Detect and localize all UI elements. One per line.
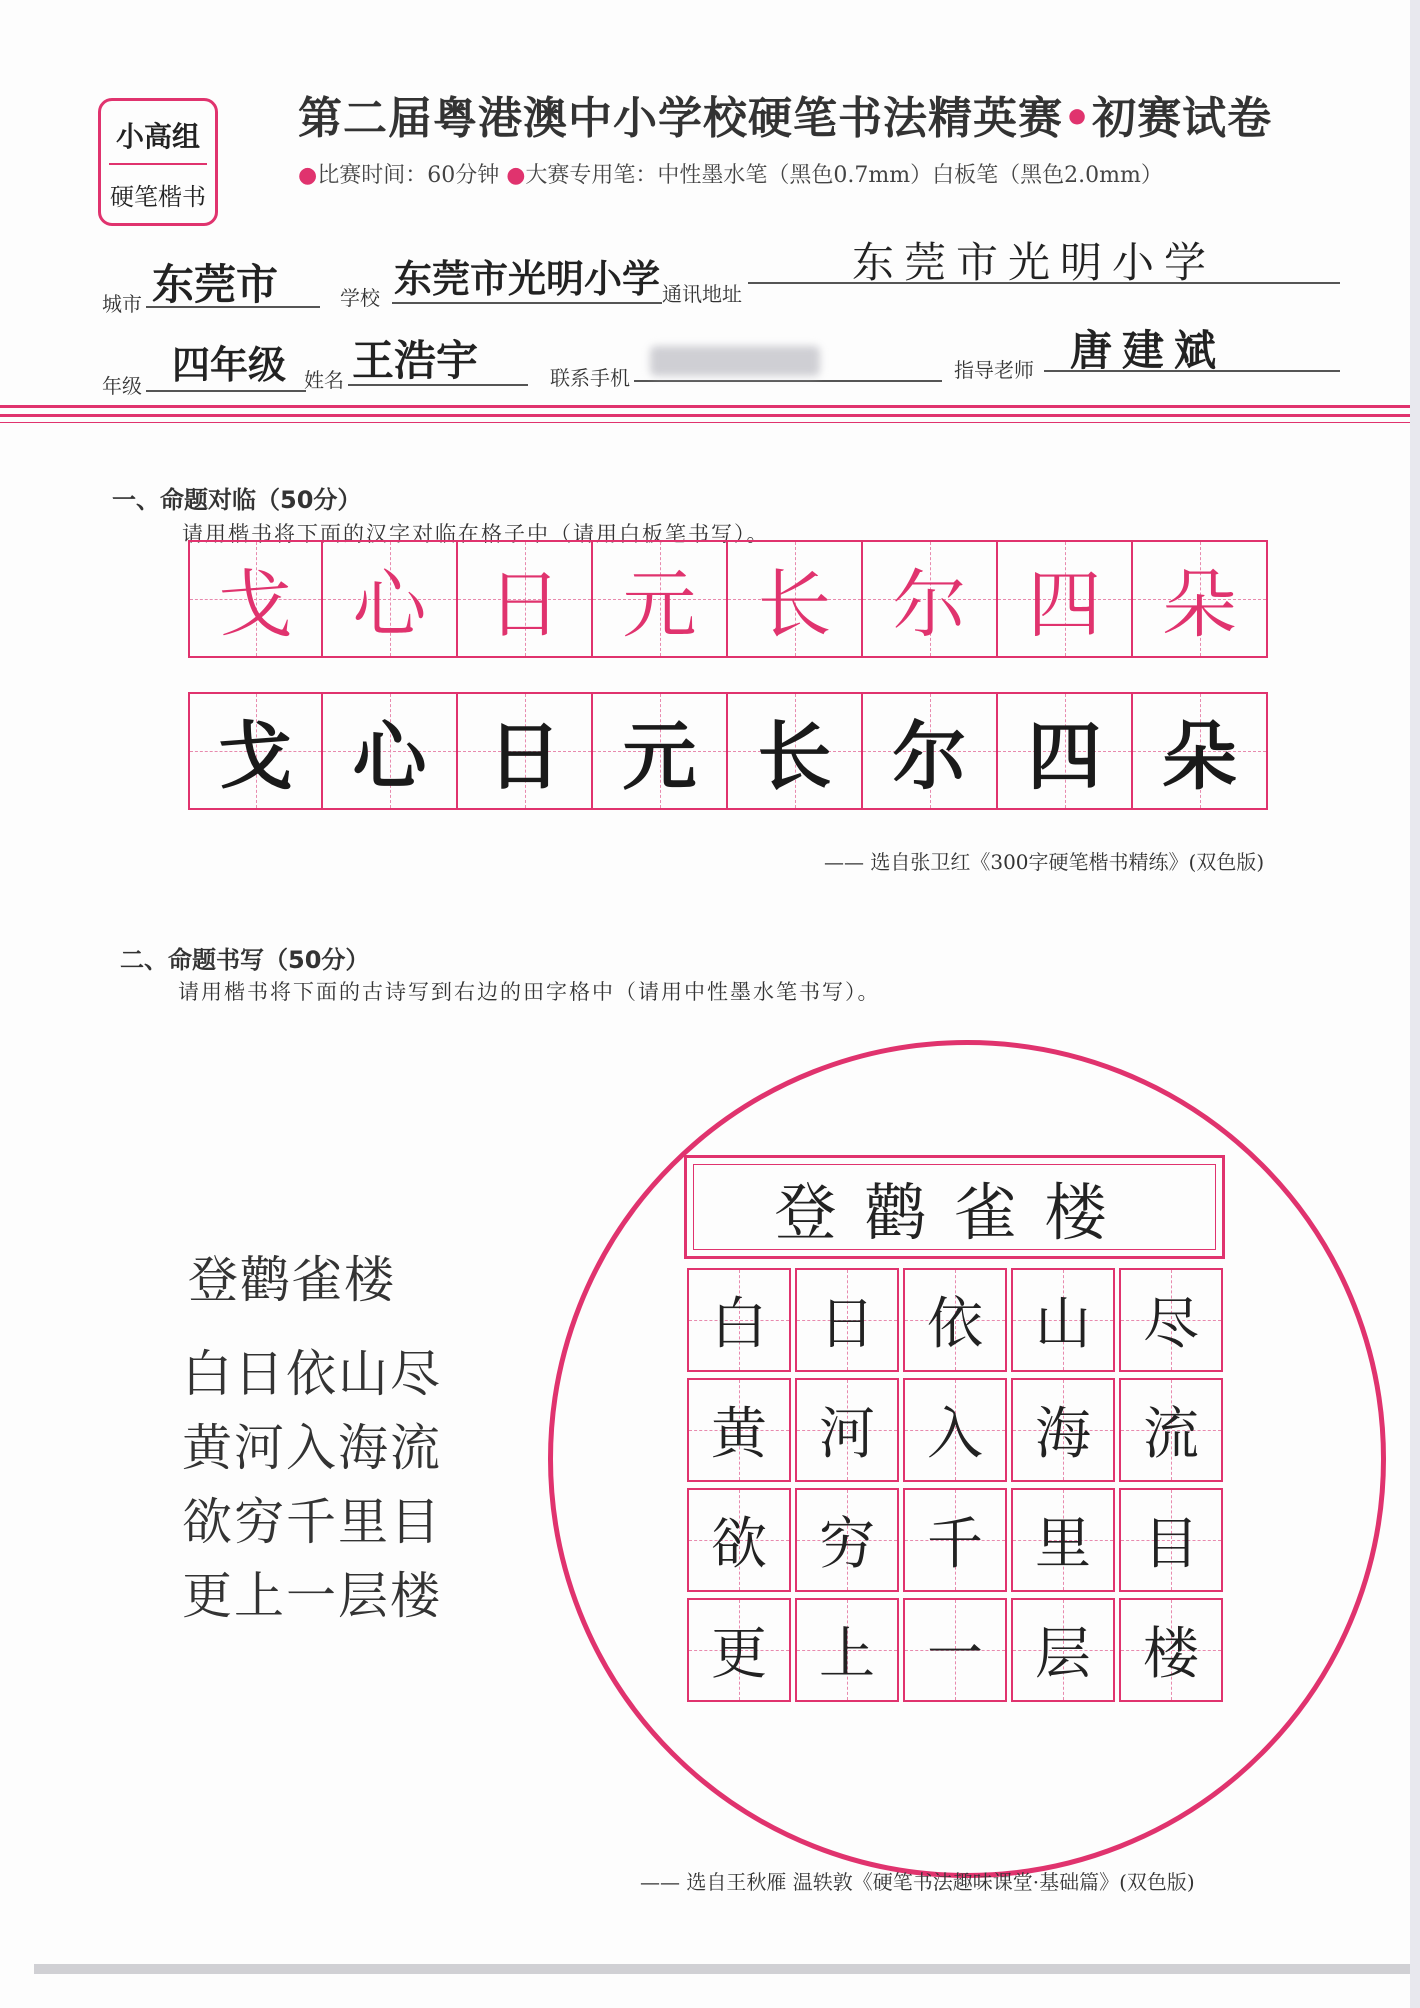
- section2-heading: 二、命题书写（50分）: [120, 946, 370, 974]
- poem-grid-char: 河: [819, 1402, 875, 1467]
- city-label: 城市: [102, 292, 142, 316]
- name-label: 姓名: [304, 368, 344, 392]
- model-cell: [458, 540, 593, 658]
- section1-heading: 一、命题对临（50分）: [112, 486, 362, 514]
- section1-source: —— 选自张卫红《300字硬笔楷书精练》(双色版): [824, 850, 1265, 874]
- poem-grid-cell[interactable]: [1011, 1268, 1115, 1372]
- poem-grid-char: 流: [1143, 1402, 1199, 1467]
- city-field[interactable]: 东莞市: [152, 260, 279, 309]
- copy-cell[interactable]: [593, 692, 728, 810]
- title-end: 初赛试卷: [1092, 93, 1273, 144]
- phone-label: 联系手机: [550, 366, 630, 390]
- poem-grid-char: 楼: [1143, 1622, 1199, 1687]
- address-field[interactable]: 东莞市光明小学: [852, 238, 1217, 287]
- poem-grid-cell[interactable]: [1011, 1598, 1115, 1702]
- poem-grid-cell[interactable]: [903, 1488, 1007, 1592]
- model-char: 元: [622, 562, 697, 648]
- copy-char: 尔: [892, 714, 967, 800]
- poem-grid-cell[interactable]: [903, 1378, 1007, 1482]
- poem-grid-cell[interactable]: [795, 1598, 899, 1702]
- poem-grid-char: 黄: [711, 1402, 767, 1467]
- model-char: 戈: [218, 562, 293, 648]
- phone-line: [634, 380, 942, 382]
- copy-cell[interactable]: [458, 692, 593, 810]
- poem-grid-char: 一: [927, 1622, 983, 1687]
- poem-grid-char: 欲: [711, 1512, 767, 1577]
- title-main: 第二届粤港澳中小学校硬笔书法精英赛: [298, 93, 1063, 144]
- scan-edge: [1410, 0, 1420, 2008]
- poem-grid-cell[interactable]: [1119, 1598, 1223, 1702]
- poem-grid-char: 尽: [1143, 1292, 1199, 1357]
- section2-instruction: 请用楷书将下面的古诗写到右边的田字格中（请用中性墨水笔书写）。: [178, 980, 881, 1004]
- poem-grid-char: 层: [1035, 1622, 1091, 1687]
- poem-grid-cell[interactable]: [687, 1378, 791, 1482]
- poem-grid-cell[interactable]: [687, 1598, 791, 1702]
- written-title: 登鹳雀楼: [774, 1175, 1135, 1249]
- badge-group: 小高组: [115, 120, 200, 153]
- poem-grid-char: 穷: [819, 1512, 875, 1577]
- address-label: 通讯地址: [662, 282, 742, 306]
- poem-grid-cell[interactable]: [687, 1488, 791, 1592]
- copy-char: 日: [487, 714, 562, 800]
- exam-info: [298, 158, 1163, 189]
- poem-grid-cell[interactable]: [1119, 1378, 1223, 1482]
- page-title: [298, 82, 1272, 146]
- copy-char: 长: [757, 714, 832, 800]
- badge-divider: [109, 163, 207, 165]
- teacher-field[interactable]: 唐建斌: [1070, 326, 1227, 375]
- poem-title: 登鹳雀楼: [188, 1251, 396, 1309]
- poem-grid-char: 更: [711, 1622, 767, 1687]
- poem-grid-cell[interactable]: [795, 1268, 899, 1372]
- copy-cell[interactable]: [728, 692, 863, 810]
- poem-line: 黄河入海流: [182, 1419, 442, 1477]
- poem-grid-char: 入: [927, 1402, 983, 1467]
- model-cell: [188, 540, 323, 658]
- poem-grid-cell[interactable]: [795, 1378, 899, 1482]
- poem-grid-char: 千: [927, 1512, 983, 1577]
- written-title-box[interactable]: [684, 1155, 1225, 1259]
- model-cell: [863, 540, 998, 658]
- poem-grid-char: 白: [711, 1292, 767, 1357]
- exam-time: 比赛时间：60分钟: [317, 163, 500, 188]
- poem-grid-cell[interactable]: [903, 1268, 1007, 1372]
- copy-cell[interactable]: [188, 692, 323, 810]
- poem-grid-char: 山: [1035, 1292, 1091, 1357]
- teacher-label: 指导老师: [954, 358, 1034, 382]
- poem-grid-cell[interactable]: [1119, 1488, 1223, 1592]
- grade-label: 年级: [102, 374, 142, 398]
- name-field[interactable]: 王浩宇: [352, 336, 479, 385]
- copy-char: 心: [352, 714, 427, 800]
- model-cell: [1133, 540, 1268, 658]
- poem-grid-char: 里: [1035, 1512, 1091, 1577]
- model-char: 日: [487, 562, 562, 648]
- school-label: 学校: [340, 286, 380, 310]
- divider: [0, 414, 1420, 417]
- model-cell: [998, 540, 1133, 658]
- copy-cell[interactable]: [998, 692, 1133, 810]
- model-char: 朵: [1162, 562, 1237, 648]
- phone-redacted[interactable]: [650, 346, 820, 376]
- model-cell: [323, 540, 458, 658]
- poem-grid-cell[interactable]: [795, 1488, 899, 1592]
- bullet-icon: ●: [506, 163, 526, 188]
- poem-grid-cell[interactable]: [687, 1268, 791, 1372]
- poem-grid-char: 海: [1035, 1402, 1091, 1467]
- model-char: 长: [757, 562, 832, 648]
- copy-char: 朵: [1162, 714, 1237, 800]
- poem-grid-char: 依: [927, 1292, 983, 1357]
- title-separator: •: [1063, 93, 1093, 144]
- model-char-row: [188, 540, 1268, 658]
- model-char: 四: [1027, 562, 1102, 648]
- poem-grid-cell[interactable]: [1011, 1488, 1115, 1592]
- poem-grid-char: 上: [819, 1622, 875, 1687]
- poem-grid-cell[interactable]: [1011, 1378, 1115, 1482]
- section2-source: —— 选自王秋雁 温轶敦《硬笔书法趣味课堂·基础篇》(双色版): [640, 1870, 1195, 1894]
- exam-pen: 大赛专用笔：中性墨水笔（黑色0.7mm）白板笔（黑色2.0mm）: [525, 163, 1163, 188]
- copy-char-row: [188, 692, 1268, 810]
- scan-edge: [34, 1964, 1420, 1974]
- poem-line: 白日依山尽: [182, 1345, 442, 1403]
- copy-char: 戈: [218, 714, 293, 800]
- divider: [0, 405, 1420, 408]
- section1-instruction: 请用楷书将下面的汉字对临在格子中（请用白板笔书写）。: [182, 522, 770, 546]
- copy-char: 四: [1027, 714, 1102, 800]
- model-cell: [728, 540, 863, 658]
- copy-cell[interactable]: [323, 692, 458, 810]
- model-char: 尔: [892, 562, 967, 648]
- copy-cell[interactable]: [1133, 692, 1268, 810]
- poem-grid-char: 日: [819, 1292, 875, 1357]
- grade-field[interactable]: 四年级: [172, 342, 287, 387]
- model-cell: [593, 540, 728, 658]
- poem-line: 欲穷千里目: [182, 1493, 442, 1551]
- poem-grid-cell[interactable]: [903, 1598, 1007, 1702]
- divider: [0, 422, 1420, 423]
- poem-grid-char: 目: [1143, 1512, 1199, 1577]
- group-badge: [98, 98, 218, 226]
- grade-line: [146, 390, 306, 392]
- copy-cell[interactable]: [863, 692, 998, 810]
- badge-category: 硬笔楷书: [110, 183, 206, 211]
- poem-line: 更上一层楼: [182, 1567, 442, 1625]
- model-char: 心: [352, 562, 427, 648]
- bullet-icon: ●: [298, 163, 318, 188]
- poem-grid-cell[interactable]: [1119, 1268, 1223, 1372]
- school-field[interactable]: 东莞市光明小学: [394, 256, 661, 301]
- copy-char: 元: [622, 714, 697, 800]
